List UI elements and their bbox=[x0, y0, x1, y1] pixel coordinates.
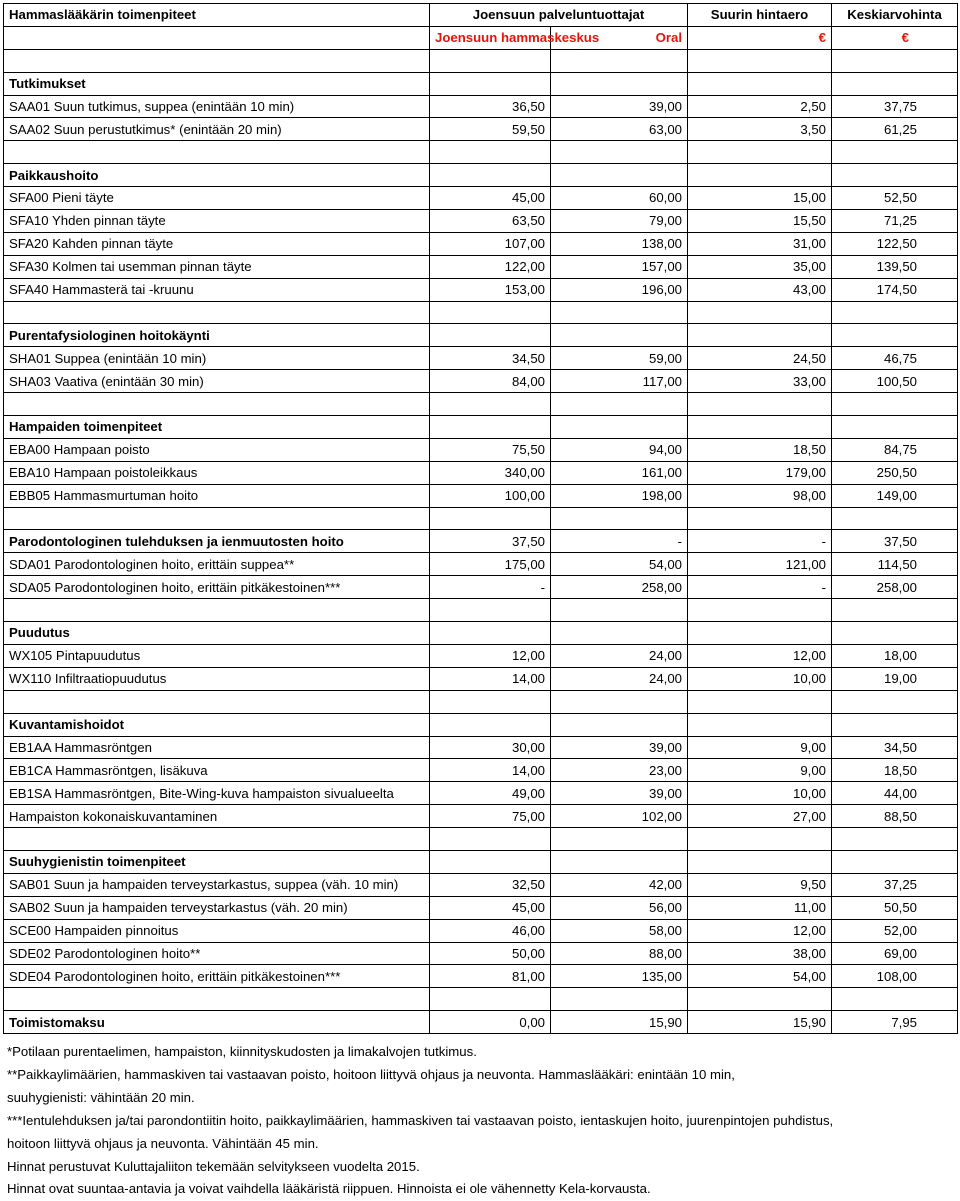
empty-cell bbox=[832, 301, 958, 324]
procedure-row bbox=[4, 278, 958, 301]
empty-cell bbox=[430, 988, 551, 1011]
procedure-row bbox=[4, 919, 958, 942]
empty-cell bbox=[430, 713, 551, 736]
procedure-row bbox=[4, 805, 958, 828]
section-title-row bbox=[4, 530, 958, 553]
value-cell-v4: 37,25 bbox=[832, 873, 958, 896]
value-cell-v2: 196,00 bbox=[551, 278, 688, 301]
value-cell-v2: 54,00 bbox=[551, 553, 688, 576]
provider-joensuun-hammaskeskus: Joensuun hammaskeskus bbox=[430, 26, 551, 49]
subheader-empty-cell bbox=[4, 26, 430, 49]
procedure-name: SAA01 Suun tutkimus, suppea (enintään 10 min) bbox=[4, 95, 430, 118]
procedure-name: SFA20 Kahden pinnan täyte bbox=[4, 232, 430, 255]
empty-cell bbox=[688, 324, 832, 347]
header-procedure: Hammaslääkärin toimenpiteet bbox=[4, 4, 430, 27]
empty-cell bbox=[4, 141, 430, 164]
procedure-row bbox=[4, 576, 958, 599]
value-cell-v1: 50,00 bbox=[430, 942, 551, 965]
value-cell-v2: 94,00 bbox=[551, 438, 688, 461]
value-cell-v2: 258,00 bbox=[551, 576, 688, 599]
procedure-row bbox=[4, 667, 958, 690]
empty-cell bbox=[430, 49, 551, 72]
empty-cell bbox=[430, 507, 551, 530]
spacer-row bbox=[4, 507, 958, 530]
section-title-row bbox=[4, 416, 958, 439]
footnotes bbox=[7, 1041, 833, 1201]
empty-cell bbox=[551, 324, 688, 347]
section-title: Suuhygienistin toimenpiteet bbox=[4, 850, 430, 873]
procedure-name: SDA05 Parodontologinen hoito, erittäin pitkäkestoinen*** bbox=[4, 576, 430, 599]
footnote-line: ***Ientulehduksen ja/tai parondontiitin hoito, paikkaylimäärien, hammaskiven tai vastaavan poisto, ientaskujen hoito, juurenpintojen puhdistus, bbox=[7, 1112, 834, 1128]
empty-cell bbox=[688, 690, 832, 713]
footnote-line: suuhygienisti: vähintään 20 min. bbox=[7, 1089, 195, 1105]
value-cell-v3: 35,00 bbox=[688, 255, 832, 278]
unit-average-price: € bbox=[832, 26, 958, 49]
empty-cell bbox=[551, 622, 688, 645]
value-cell-v1: 30,00 bbox=[430, 736, 551, 759]
empty-cell bbox=[688, 49, 832, 72]
office-fee-row bbox=[4, 1011, 958, 1034]
value-cell-v2: 23,00 bbox=[551, 759, 688, 782]
section-title: Hampaiden toimenpiteet bbox=[4, 416, 430, 439]
spacer-row bbox=[4, 690, 958, 713]
value-cell-v3: - bbox=[688, 530, 832, 553]
value-cell-v1: 36,50 bbox=[430, 95, 551, 118]
empty-cell bbox=[551, 599, 688, 622]
price-table-sheet bbox=[3, 3, 958, 1034]
value-cell-v2: 58,00 bbox=[551, 919, 688, 942]
procedure-row bbox=[4, 118, 958, 141]
empty-cell bbox=[551, 141, 688, 164]
value-cell-v2: 157,00 bbox=[551, 255, 688, 278]
office-fee-label: Toimistomaksu bbox=[4, 1011, 430, 1034]
spacer-row bbox=[4, 301, 958, 324]
spacer-row bbox=[4, 988, 958, 1011]
section-title-row bbox=[4, 164, 958, 187]
section-title-row bbox=[4, 713, 958, 736]
empty-cell bbox=[551, 828, 688, 851]
procedure-name: EB1CA Hammasröntgen, lisäkuva bbox=[4, 759, 430, 782]
value-cell-v1: 14,00 bbox=[430, 667, 551, 690]
value-cell-v4: 114,50 bbox=[832, 553, 958, 576]
value-cell-v2: 60,00 bbox=[551, 187, 688, 210]
value-cell-v4: 18,00 bbox=[832, 644, 958, 667]
procedure-name: EBA10 Hampaan poistoleikkaus bbox=[4, 461, 430, 484]
section-title-row bbox=[4, 72, 958, 95]
value-cell-v1: 46,00 bbox=[430, 919, 551, 942]
section-title: Purentafysiologinen hoitokäynti bbox=[4, 324, 430, 347]
empty-cell bbox=[551, 393, 688, 416]
empty-cell bbox=[4, 828, 430, 851]
procedure-row bbox=[4, 782, 958, 805]
procedure-name: SAB01 Suun ja hampaiden terveystarkastus, suppea (väh. 10 min) bbox=[4, 873, 430, 896]
empty-cell bbox=[832, 988, 958, 1011]
procedure-row bbox=[4, 965, 958, 988]
empty-cell bbox=[430, 393, 551, 416]
value-cell-v4: 100,50 bbox=[832, 370, 958, 393]
value-cell-v1: 107,00 bbox=[430, 232, 551, 255]
value-cell-v2: 39,00 bbox=[551, 95, 688, 118]
section-title-row bbox=[4, 324, 958, 347]
value-cell-v1: - bbox=[430, 576, 551, 599]
value-cell-v4: 108,00 bbox=[832, 965, 958, 988]
value-cell-v3: 43,00 bbox=[688, 278, 832, 301]
empty-cell bbox=[832, 141, 958, 164]
empty-cell bbox=[832, 49, 958, 72]
value-cell-v3: 27,00 bbox=[688, 805, 832, 828]
value-cell-v2: 135,00 bbox=[551, 965, 688, 988]
procedure-row bbox=[4, 873, 958, 896]
value-cell-v4: 250,50 bbox=[832, 461, 958, 484]
procedure-name: SHA03 Vaativa (enintään 30 min) bbox=[4, 370, 430, 393]
empty-cell bbox=[832, 622, 958, 645]
value-cell-v2: - bbox=[551, 530, 688, 553]
procedure-row bbox=[4, 255, 958, 278]
value-cell-v3: 10,00 bbox=[688, 667, 832, 690]
empty-cell bbox=[430, 622, 551, 645]
value-cell-v4: 50,50 bbox=[832, 896, 958, 919]
section-title: Paikkaushoito bbox=[4, 164, 430, 187]
empty-cell bbox=[430, 599, 551, 622]
procedure-name: SFA00 Pieni täyte bbox=[4, 187, 430, 210]
empty-cell bbox=[688, 72, 832, 95]
empty-cell bbox=[551, 416, 688, 439]
value-cell-v4: 18,50 bbox=[832, 759, 958, 782]
value-cell-v4: 46,75 bbox=[832, 347, 958, 370]
value-cell-v2: 79,00 bbox=[551, 210, 688, 233]
footnote-line: **Paikkaylimäärien, hammaskiven tai vastaavan poisto, hoitoon liittyvä ohjaus ja neuvonta. Hammaslääkäri: enintään 10 min, bbox=[7, 1066, 735, 1082]
empty-cell bbox=[551, 164, 688, 187]
footnote-line: *Potilaan purentaelimen, hampaiston, kiinnityskudosten ja limakalvojen tutkimus. bbox=[7, 1044, 477, 1059]
empty-cell bbox=[832, 599, 958, 622]
value-cell-v3: 31,00 bbox=[688, 232, 832, 255]
value-cell-v2: 15,90 bbox=[551, 1011, 688, 1034]
empty-cell bbox=[832, 164, 958, 187]
value-cell-v2: 24,00 bbox=[551, 667, 688, 690]
procedure-row bbox=[4, 187, 958, 210]
empty-cell bbox=[688, 416, 832, 439]
value-cell-v1: 175,00 bbox=[430, 553, 551, 576]
value-cell-v1: 75,50 bbox=[430, 438, 551, 461]
empty-cell bbox=[430, 324, 551, 347]
value-cell-v1: 0,00 bbox=[430, 1011, 551, 1034]
empty-cell bbox=[4, 599, 430, 622]
value-cell-v1: 14,00 bbox=[430, 759, 551, 782]
empty-cell bbox=[551, 301, 688, 324]
value-cell-v3: - bbox=[688, 576, 832, 599]
value-cell-v2: 59,00 bbox=[551, 347, 688, 370]
value-cell-v1: 63,50 bbox=[430, 210, 551, 233]
value-cell-v1: 81,00 bbox=[430, 965, 551, 988]
procedure-name: SCE00 Hampaiden pinnoitus bbox=[4, 919, 430, 942]
empty-cell bbox=[4, 690, 430, 713]
empty-cell bbox=[688, 599, 832, 622]
procedure-row bbox=[4, 896, 958, 919]
empty-cell bbox=[688, 164, 832, 187]
empty-cell bbox=[832, 416, 958, 439]
empty-cell bbox=[688, 850, 832, 873]
value-cell-v3: 15,00 bbox=[688, 187, 832, 210]
empty-cell bbox=[688, 141, 832, 164]
empty-cell bbox=[688, 713, 832, 736]
procedure-row bbox=[4, 370, 958, 393]
procedure-row bbox=[4, 553, 958, 576]
empty-cell bbox=[688, 828, 832, 851]
price-table-body bbox=[4, 4, 958, 1034]
value-cell-v3: 179,00 bbox=[688, 461, 832, 484]
value-cell-v4: 122,50 bbox=[832, 232, 958, 255]
value-cell-v4: 37,75 bbox=[832, 95, 958, 118]
value-cell-v3: 121,00 bbox=[688, 553, 832, 576]
empty-cell bbox=[832, 507, 958, 530]
footnote-line: hoitoon liittyvä ohjaus ja neuvonta. Vähintään 45 min. bbox=[7, 1135, 319, 1151]
value-cell-v2: 88,00 bbox=[551, 942, 688, 965]
procedure-name: EB1AA Hammasröntgen bbox=[4, 736, 430, 759]
empty-cell bbox=[688, 393, 832, 416]
value-cell-v1: 34,50 bbox=[430, 347, 551, 370]
section-title: Puudutus bbox=[4, 622, 430, 645]
empty-cell bbox=[551, 988, 688, 1011]
procedure-name: EBA00 Hampaan poisto bbox=[4, 438, 430, 461]
empty-cell bbox=[688, 988, 832, 1011]
header-providers: Joensuun palveluntuottajat bbox=[430, 4, 688, 27]
procedure-name: WX110 Infiltraatiopuudutus bbox=[4, 667, 430, 690]
spacer-row bbox=[4, 599, 958, 622]
value-cell-v4: 34,50 bbox=[832, 736, 958, 759]
value-cell-v2: 24,00 bbox=[551, 644, 688, 667]
subheader-row bbox=[4, 26, 958, 49]
section-title: Tutkimukset bbox=[4, 72, 430, 95]
empty-cell bbox=[688, 622, 832, 645]
value-cell-v4: 61,25 bbox=[832, 118, 958, 141]
value-cell-v3: 24,50 bbox=[688, 347, 832, 370]
empty-cell bbox=[551, 49, 688, 72]
provider-oral: Oral bbox=[551, 26, 688, 49]
value-cell-v4: 37,50 bbox=[832, 530, 958, 553]
value-cell-v3: 15,90 bbox=[688, 1011, 832, 1034]
empty-cell bbox=[4, 393, 430, 416]
value-cell-v4: 44,00 bbox=[832, 782, 958, 805]
section-title-row bbox=[4, 622, 958, 645]
empty-cell bbox=[430, 828, 551, 851]
procedure-name: EBB05 Hammasmurtuman hoito bbox=[4, 484, 430, 507]
spacer-row bbox=[4, 828, 958, 851]
procedure-row bbox=[4, 232, 958, 255]
procedure-name: SDE04 Parodontologinen hoito, erittäin pitkäkestoinen*** bbox=[4, 965, 430, 988]
value-cell-v1: 45,00 bbox=[430, 187, 551, 210]
value-cell-v1: 49,00 bbox=[430, 782, 551, 805]
value-cell-v3: 33,00 bbox=[688, 370, 832, 393]
value-cell-v1: 37,50 bbox=[430, 530, 551, 553]
value-cell-v4: 52,50 bbox=[832, 187, 958, 210]
value-cell-v1: 32,50 bbox=[430, 873, 551, 896]
value-cell-v4: 258,00 bbox=[832, 576, 958, 599]
value-cell-v4: 7,95 bbox=[832, 1011, 958, 1034]
footnote-line: Hinnat ovat suuntaa-antavia ja voivat vaihdella lääkäristä riippuen. Hinnoista ei ole vähennetty Kela-korvausta. bbox=[7, 1181, 651, 1197]
empty-cell bbox=[832, 393, 958, 416]
procedure-name: EB1SA Hammasröntgen, Bite-Wing-kuva hampaiston sivualueelta bbox=[4, 782, 430, 805]
value-cell-v1: 84,00 bbox=[430, 370, 551, 393]
value-cell-v4: 71,25 bbox=[832, 210, 958, 233]
empty-cell bbox=[430, 850, 551, 873]
header-row bbox=[4, 4, 958, 27]
value-cell-v4: 88,50 bbox=[832, 805, 958, 828]
section-title-row bbox=[4, 850, 958, 873]
value-cell-v1: 75,00 bbox=[430, 805, 551, 828]
empty-cell bbox=[4, 301, 430, 324]
value-cell-v3: 18,50 bbox=[688, 438, 832, 461]
procedure-row bbox=[4, 942, 958, 965]
value-cell-v1: 59,50 bbox=[430, 118, 551, 141]
procedure-row bbox=[4, 461, 958, 484]
procedure-row bbox=[4, 759, 958, 782]
empty-cell bbox=[4, 507, 430, 530]
value-cell-v3: 9,00 bbox=[688, 736, 832, 759]
value-cell-v3: 54,00 bbox=[688, 965, 832, 988]
value-cell-v2: 138,00 bbox=[551, 232, 688, 255]
value-cell-v4: 174,50 bbox=[832, 278, 958, 301]
empty-cell bbox=[430, 141, 551, 164]
value-cell-v4: 52,00 bbox=[832, 919, 958, 942]
empty-cell bbox=[551, 507, 688, 530]
value-cell-v3: 11,00 bbox=[688, 896, 832, 919]
empty-cell bbox=[430, 164, 551, 187]
empty-cell bbox=[551, 72, 688, 95]
value-cell-v2: 42,00 bbox=[551, 873, 688, 896]
value-cell-v4: 69,00 bbox=[832, 942, 958, 965]
value-cell-v4: 19,00 bbox=[832, 667, 958, 690]
empty-cell bbox=[430, 301, 551, 324]
procedure-name: SDA01 Parodontologinen hoito, erittäin suppea** bbox=[4, 553, 430, 576]
procedure-name: SFA40 Hammasterä tai -kruunu bbox=[4, 278, 430, 301]
procedure-row bbox=[4, 644, 958, 667]
empty-cell bbox=[551, 713, 688, 736]
value-cell-v3: 3,50 bbox=[688, 118, 832, 141]
value-cell-v2: 39,00 bbox=[551, 782, 688, 805]
empty-cell bbox=[832, 828, 958, 851]
value-cell-v2: 39,00 bbox=[551, 736, 688, 759]
value-cell-v3: 12,00 bbox=[688, 644, 832, 667]
value-cell-v3: 12,00 bbox=[688, 919, 832, 942]
value-cell-v2: 63,00 bbox=[551, 118, 688, 141]
unit-max-difference: € bbox=[688, 26, 832, 49]
value-cell-v4: 149,00 bbox=[832, 484, 958, 507]
value-cell-v2: 198,00 bbox=[551, 484, 688, 507]
value-cell-v2: 161,00 bbox=[551, 461, 688, 484]
value-cell-v1: 153,00 bbox=[430, 278, 551, 301]
price-table bbox=[3, 3, 958, 1034]
procedure-row bbox=[4, 438, 958, 461]
value-cell-v2: 102,00 bbox=[551, 805, 688, 828]
procedure-row bbox=[4, 736, 958, 759]
value-cell-v3: 98,00 bbox=[688, 484, 832, 507]
empty-cell bbox=[551, 850, 688, 873]
spacer-row bbox=[4, 49, 958, 72]
procedure-name: SAB02 Suun ja hampaiden terveystarkastus (väh. 20 min) bbox=[4, 896, 430, 919]
header-average-price: Keskiarvohinta bbox=[832, 4, 958, 27]
procedure-name: SAA02 Suun perustutkimus* (enintään 20 min) bbox=[4, 118, 430, 141]
empty-cell bbox=[688, 301, 832, 324]
empty-cell bbox=[832, 690, 958, 713]
value-cell-v3: 38,00 bbox=[688, 942, 832, 965]
value-cell-v3: 10,00 bbox=[688, 782, 832, 805]
procedure-name: SDE02 Parodontologinen hoito** bbox=[4, 942, 430, 965]
procedure-name: SFA10 Yhden pinnan täyte bbox=[4, 210, 430, 233]
procedure-name: WX105 Pintapuudutus bbox=[4, 644, 430, 667]
spacer-row bbox=[4, 141, 958, 164]
empty-cell bbox=[430, 690, 551, 713]
value-cell-v4: 139,50 bbox=[832, 255, 958, 278]
value-cell-v4: 84,75 bbox=[832, 438, 958, 461]
value-cell-v2: 56,00 bbox=[551, 896, 688, 919]
empty-cell bbox=[551, 690, 688, 713]
value-cell-v1: 340,00 bbox=[430, 461, 551, 484]
empty-cell bbox=[832, 72, 958, 95]
value-cell-v1: 100,00 bbox=[430, 484, 551, 507]
value-cell-v3: 9,00 bbox=[688, 759, 832, 782]
procedure-row bbox=[4, 210, 958, 233]
section-title: Parodontologinen tulehduksen ja ienmuutosten hoito bbox=[4, 530, 430, 553]
value-cell-v3: 2,50 bbox=[688, 95, 832, 118]
empty-cell bbox=[4, 49, 430, 72]
value-cell-v2: 117,00 bbox=[551, 370, 688, 393]
footnote-line: Hinnat perustuvat Kuluttajaliiton tekemään selvitykseen vuodelta 2015. bbox=[7, 1158, 420, 1174]
procedure-name: SHA01 Suppea (enintään 10 min) bbox=[4, 347, 430, 370]
procedure-row bbox=[4, 347, 958, 370]
value-cell-v1: 45,00 bbox=[430, 896, 551, 919]
empty-cell bbox=[688, 507, 832, 530]
procedure-row bbox=[4, 484, 958, 507]
header-max-difference: Suurin hintaero bbox=[688, 4, 832, 27]
empty-cell bbox=[832, 713, 958, 736]
empty-cell bbox=[430, 72, 551, 95]
section-title: Kuvantamishoidot bbox=[4, 713, 430, 736]
value-cell-v3: 9,50 bbox=[688, 873, 832, 896]
value-cell-v3: 15,50 bbox=[688, 210, 832, 233]
procedure-name: SFA30 Kolmen tai usemman pinnan täyte bbox=[4, 255, 430, 278]
spacer-row bbox=[4, 393, 958, 416]
value-cell-v1: 12,00 bbox=[430, 644, 551, 667]
empty-cell bbox=[832, 850, 958, 873]
empty-cell bbox=[832, 324, 958, 347]
empty-cell bbox=[430, 416, 551, 439]
procedure-row bbox=[4, 95, 958, 118]
procedure-name: Hampaiston kokonaiskuvantaminen bbox=[4, 805, 430, 828]
empty-cell bbox=[4, 988, 430, 1011]
value-cell-v1: 122,00 bbox=[430, 255, 551, 278]
